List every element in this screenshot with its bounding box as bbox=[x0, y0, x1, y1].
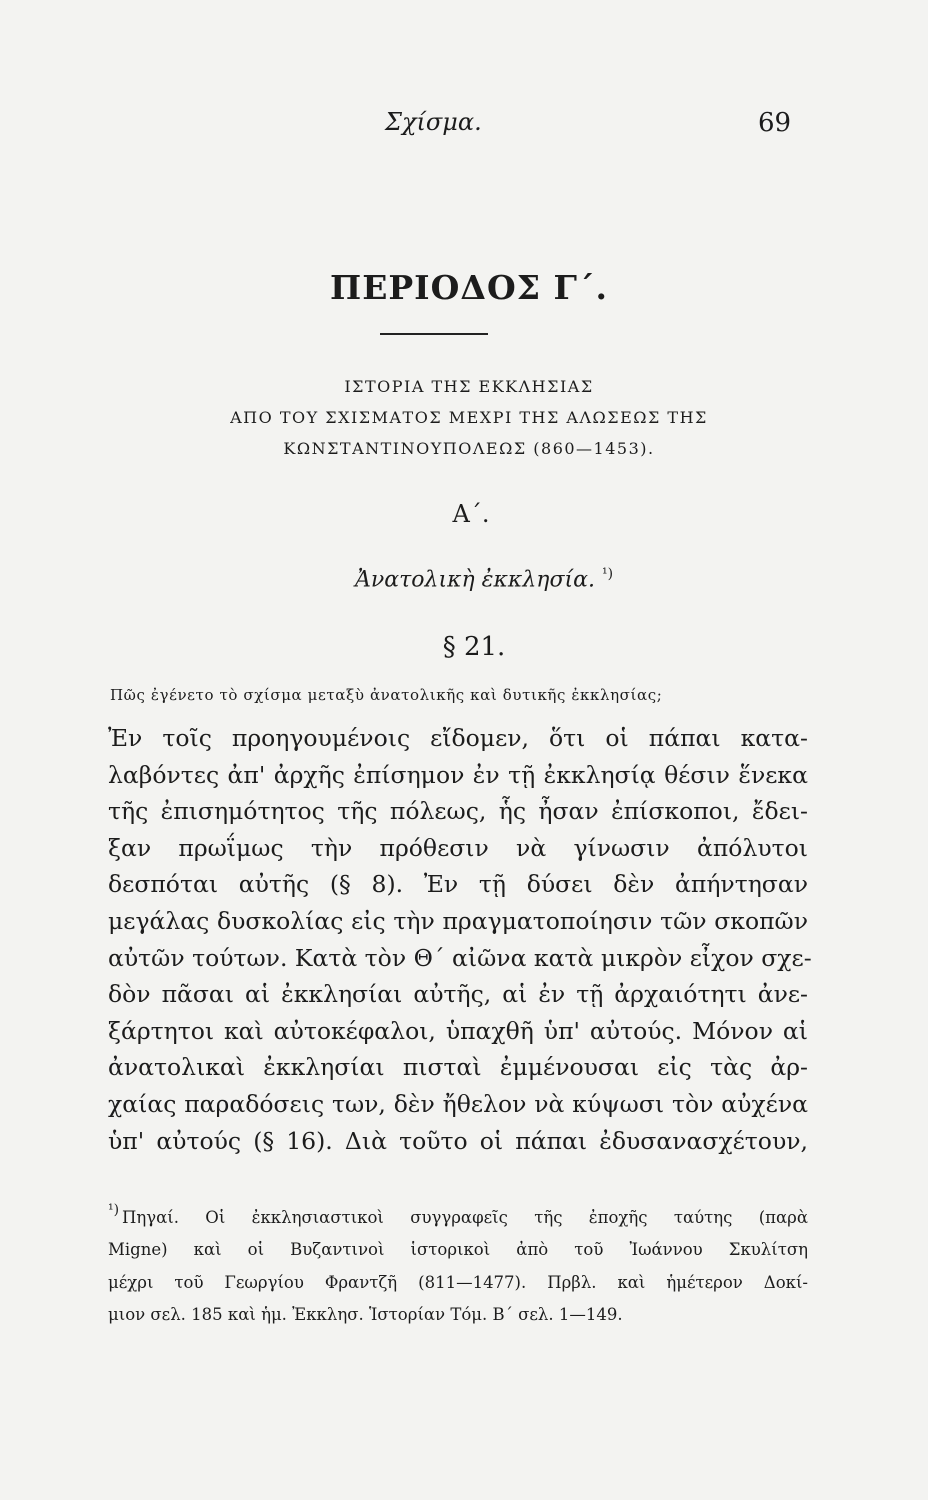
footnote-line: μιον σελ. 185 καὶ ἡμ. Ἐκκλησ. Ἱστορίαν Τόμ. Β΄ σελ. 1—149. bbox=[108, 1304, 623, 1324]
running-title: Σχίσμα. bbox=[385, 108, 482, 136]
body-paragraph bbox=[108, 720, 812, 1159]
period-heading: ΠΕΡΙΟΔΟΣ Γ΄. bbox=[330, 268, 608, 307]
body-line: ὑπ' αὐτούς (§ 16). Διὰ τοῦτο οἱ πάπαι ἐδυσανασχέτουν, bbox=[108, 1126, 808, 1155]
footnote-line: μέχρι τοῦ Γεωργίου Φραντζῆ (811—1477). Πρβλ. καὶ ἡμέτερον Δοκί- bbox=[108, 1272, 808, 1292]
body-line: δὸν πᾶσαι αἱ ἐκκλησίαι αὐτῆς, αἱ ἐν τῇ ἀρχαιότητι ἀνε- bbox=[108, 980, 808, 1009]
body-line: ξάρτητοι καὶ αὐτοκέφαλοι, ὑπαχθῆ ὑπ' αὐτούς. Μόνον αἱ bbox=[108, 1016, 808, 1045]
footnote bbox=[108, 1202, 808, 1331]
section-number: § 21. bbox=[442, 632, 506, 662]
footnote-line: Πηγαί. Οἱ ἐκκλησιαστικοὶ συγγραφεῖς τῆς ἐποχῆς ταύτης (παρὰ bbox=[122, 1208, 808, 1227]
body-line: χαίας παραδόσεις των, δὲν ἤθελον νὰ κύψωσι τὸν αὐχένα bbox=[108, 1089, 808, 1118]
body-line: Ἐν τοῖς προηγουμένοις εἴδομεν, ὅτι οἱ πάπαι κατα- bbox=[108, 724, 808, 752]
body-line: λαβόντες ἀπ' ἀρχῆς ἐπίσημον ἐν τῇ ἐκκλησίᾳ θέσιν ἕνεκα bbox=[108, 760, 808, 789]
body-line: ἀνατολικαὶ ἐκκλησίαι πισταὶ ἐμμένουσαι εἰς τὰς ἀρ- bbox=[108, 1053, 808, 1082]
chapter-title bbox=[0, 566, 928, 592]
body-line: τῆς ἐπισημότητος τῆς πόλεως, ἧς ἦσαν ἐπίσκοποι, ἔδει- bbox=[108, 797, 808, 826]
chapter-title-text: Ἀνατολικὴ ἐκκλησία. bbox=[354, 567, 595, 593]
footnote-line: Migne) καὶ οἱ Βυζαντινοὶ ἱστορικοὶ ἀπὸ τοῦ Ἰωάννου Σκυλίτση bbox=[108, 1240, 808, 1260]
page-number: 69 bbox=[758, 108, 792, 138]
subtitle-line: ΚΩΝΣΤΑΝΤΙΝΟΥΠΟΛΕΩΣ (860—1453). bbox=[283, 439, 655, 458]
footnote-reference: ¹) bbox=[601, 566, 614, 582]
body-line: δεσπόται αὐτῆς (§ 8). Ἐν τῇ δύσει δὲν ἀπήντησαν bbox=[108, 870, 808, 899]
footnote-marker: ¹) bbox=[108, 1202, 120, 1218]
chapter-label: Α΄. bbox=[452, 500, 490, 528]
body-line: μεγάλας δυσκολίας εἰς τὴν πραγματοποίησιν τῶν σκοπῶν bbox=[108, 906, 808, 935]
body-line: αὐτῶν τούτων. Κατὰ τὸν Θ΄ αἰῶνα κατὰ μικρὸν εἶχον σχε- bbox=[108, 943, 812, 972]
section-question: Πῶς ἐγένετο τὸ σχίσμα μεταξὺ ἀνατολικῆς καὶ δυτικῆς ἐκκλησίας; bbox=[110, 686, 663, 704]
subtitle-line: ΑΠΟ ΤΟΥ ΣΧΙΣΜΑΤΟΣ ΜΕΧΡΙ ΤΗΣ ΑΛΩΣΕΩΣ ΤΗΣ bbox=[230, 408, 708, 427]
subtitle-line: ΙΣΤΟΡΙΑ ΤΗΣ ΕΚΚΛΗΣΙΑΣ bbox=[344, 377, 594, 396]
body-line: ξαν πρωΐμως τὴν πρόθεσιν νὰ γίνωσιν ἀπόλυτοι bbox=[108, 833, 808, 862]
heading-divider bbox=[380, 333, 488, 335]
